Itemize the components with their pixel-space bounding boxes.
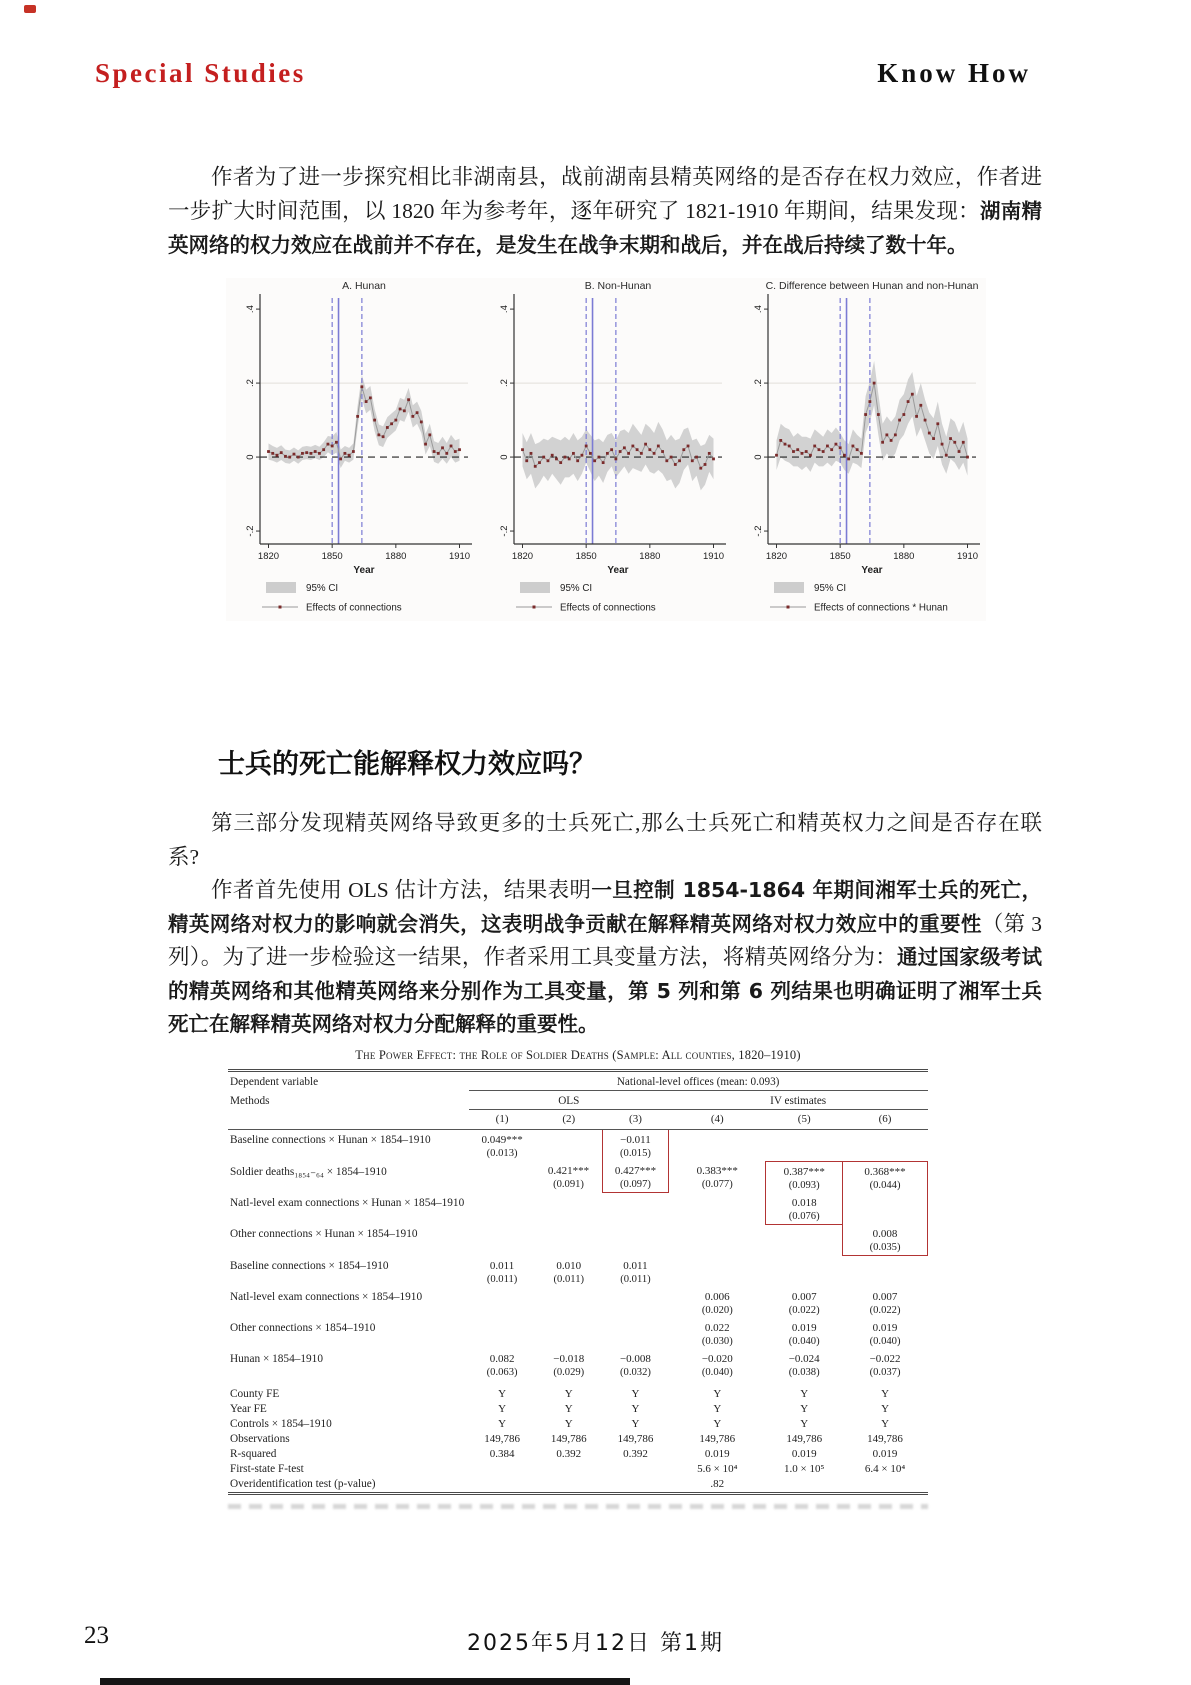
- scan-artifact-bottom-bar: [100, 1678, 630, 1685]
- svg-text:.2: .2: [753, 379, 764, 388]
- regression-table: [228, 1069, 928, 1495]
- svg-text:1820: 1820: [511, 551, 534, 562]
- svg-text:Year: Year: [861, 565, 883, 576]
- svg-text:Year: Year: [353, 565, 375, 576]
- table-row: County FE Y Y Y Y Y Y: [230, 1387, 890, 1400]
- svg-text:A. Hunan: A. Hunan: [342, 280, 386, 292]
- svg-text:1880: 1880: [385, 551, 407, 562]
- page-number: 23: [84, 1622, 109, 1649]
- svg-text:0: 0: [245, 454, 256, 460]
- svg-text:Effects of connections * Hunan: Effects of connections * Hunan: [814, 602, 948, 614]
- table-row: Controls × 1854–1910 Y Y Y Y Y Y: [230, 1417, 890, 1430]
- svg-text:Effects of connections: Effects of connections: [306, 602, 402, 614]
- chart-panel-svg: [226, 278, 478, 616]
- table-footnote-illegible: [228, 1504, 928, 1509]
- paragraph-3-bold-1: 一旦控制 1854-1864 年期间湘军士兵的死亡，精英网络对权力的影响就会消失，这表明战争贡献在解释精英网络对权力效应中的重要性: [168, 878, 1042, 936]
- table-row: Dependent variable National-level offices (mean: 0.093): [228, 1071, 928, 1091]
- svg-text:1880: 1880: [639, 551, 661, 562]
- paragraph-3-normal-1: 作者首先使用 OLS 估计方法，结果表明: [211, 878, 592, 902]
- chart-panel-svg: [734, 278, 986, 616]
- chart-panel-non-hunan: [480, 278, 732, 621]
- table-row: Natl-level exam connections × Hunan × 1854–1910 0.018 (0.076): [228, 1193, 928, 1225]
- table-row: Hunan × 1854–1910 0.082 (0.063) −0.018 (0.029) −0.008 (0.032) −0.020 (0.040) −0.024 (0.038) −0.022 (0.037): [230, 1352, 901, 1378]
- table-row: Methods OLS IV estimates: [228, 1091, 928, 1110]
- table-row: Soldier deaths₁₈₅₄₋₆₄ × 1854–1910 0.421*** (0.091) 0.427*** (0.097) 0.383*** (0.077) 0.387*** (0.093) 0.368*** (0.044): [228, 1161, 928, 1193]
- svg-text:1820: 1820: [257, 551, 280, 562]
- table-row: Observations 149,786 149,786 149,786 149,786 149,786 149,786: [230, 1432, 903, 1445]
- paragraph-2: 第三部分发现精英网络导致更多的士兵死亡,那么士兵死亡和精英权力之间是否存在联系?: [168, 811, 1042, 869]
- paragraph-1: [168, 160, 1042, 262]
- svg-text:95% CI: 95% CI: [814, 583, 847, 594]
- table-row: Overidentification test (p-value) .82: [230, 1477, 725, 1490]
- paragraph-1-bold: 湖南精英网络的权力效应在战前并不存在，是发生在战争末期和战后，并在战后持续了数十年。: [168, 199, 1042, 257]
- table-row: Baseline connections × 1854–1910 0.011 (0.011) 0.010 (0.011) 0.011 (0.011): [230, 1259, 651, 1285]
- figure-power-effect-event-study: [226, 278, 986, 621]
- svg-text:-.2: -.2: [499, 525, 510, 537]
- svg-text:1910: 1910: [956, 551, 979, 562]
- header-section-title: Special Studies: [95, 58, 306, 88]
- svg-text:95% CI: 95% CI: [306, 583, 339, 594]
- svg-text:1850: 1850: [321, 551, 343, 562]
- chart-panel-svg: [480, 278, 732, 616]
- chart-panel-difference: [734, 278, 986, 621]
- paragraph-3: [168, 874, 1042, 1042]
- header-column-title: Know How: [877, 58, 1031, 88]
- table-title: The Power Effect: the Role of Soldier Deaths (Sample: All counties, 1820–1910): [355, 1048, 801, 1062]
- svg-text:1850: 1850: [575, 551, 597, 562]
- svg-text:.2: .2: [245, 379, 256, 388]
- svg-text:-.2: -.2: [753, 525, 764, 537]
- svg-text:1850: 1850: [829, 551, 851, 562]
- paragraph-1-text: [168, 160, 1042, 262]
- svg-text:Year: Year: [607, 565, 629, 576]
- section-heading: 士兵的死亡能解释权力效应吗？: [218, 749, 596, 780]
- table-row: Other connections × 1854–1910 0.022 (0.030) 0.019 (0.040) 0.019 (0.040): [230, 1321, 901, 1347]
- svg-text:0: 0: [499, 454, 510, 460]
- table-row: (1) (2) (3) (4) (5) (6): [228, 1110, 928, 1130]
- paragraph-1-normal: 作者为了进一步探究相比非湖南县，战前湖南县精英网络的是否存在权力效应，作者进一步扩大时间范围，以 1820 年为参考年，逐年研究了 1821-1910 年期间，结果发现：: [168, 165, 1042, 223]
- scan-artifact-red-mark: [24, 5, 36, 13]
- section-block: [168, 742, 1042, 1042]
- issue-date: 2025年5月12日 第1期: [467, 1631, 724, 1656]
- svg-text:-.2: -.2: [245, 525, 256, 537]
- svg-text:.4: .4: [245, 305, 256, 314]
- svg-text:95% CI: 95% CI: [560, 583, 593, 594]
- svg-text:1880: 1880: [893, 551, 915, 562]
- table-row: Other connections × Hunan × 1854–1910 0.008 (0.035): [228, 1224, 928, 1256]
- svg-text:0: 0: [753, 454, 764, 460]
- svg-text:C. Difference between Hunan an: C. Difference between Hunan and non-Hunan: [765, 280, 979, 292]
- svg-text:.4: .4: [753, 305, 764, 314]
- paragraph-3-normal-2: （第 3 列）。为了进一步检验这一结果，作者采用工具变量方法，将精英网络分为：: [168, 911, 1042, 969]
- table-row: Baseline connections × Hunan × 1854–1910 0.049*** (0.013) −0.011 (0.015): [228, 1130, 928, 1162]
- svg-text:1820: 1820: [765, 551, 788, 562]
- svg-text:.4: .4: [499, 305, 510, 314]
- page-header: [95, 58, 1031, 89]
- svg-text:Effects of connections: Effects of connections: [560, 602, 656, 614]
- paragraph-3-bold-2: 通过国家级考试的精英网络和其他精英网络来分别作为工具变量，第 5 列和第 6 列结果也明确证明了湘军士兵死亡在解释精英网络对权力分配解释的重要性。: [168, 945, 1042, 1036]
- regression-table-block: [228, 1048, 928, 1509]
- table-row: Year FE Y Y Y Y Y Y: [230, 1402, 890, 1415]
- chart-panel-hunan: [226, 278, 478, 621]
- svg-text:1910: 1910: [448, 551, 471, 562]
- table-row: R-squared 0.384 0.392 0.392 0.019 0.019 0.019: [230, 1447, 898, 1460]
- svg-text:B. Non-Hunan: B. Non-Hunan: [584, 280, 652, 292]
- svg-text:1910: 1910: [702, 551, 725, 562]
- svg-text:.2: .2: [499, 379, 510, 388]
- table-row: Natl-level exam connections × 1854–1910 0.006 (0.020) 0.007 (0.022) 0.007 (0.022): [230, 1290, 901, 1316]
- table-row: First-state F-test 5.6 × 10⁴ 1.0 × 10⁵ 6.4 × 10⁴: [230, 1462, 906, 1475]
